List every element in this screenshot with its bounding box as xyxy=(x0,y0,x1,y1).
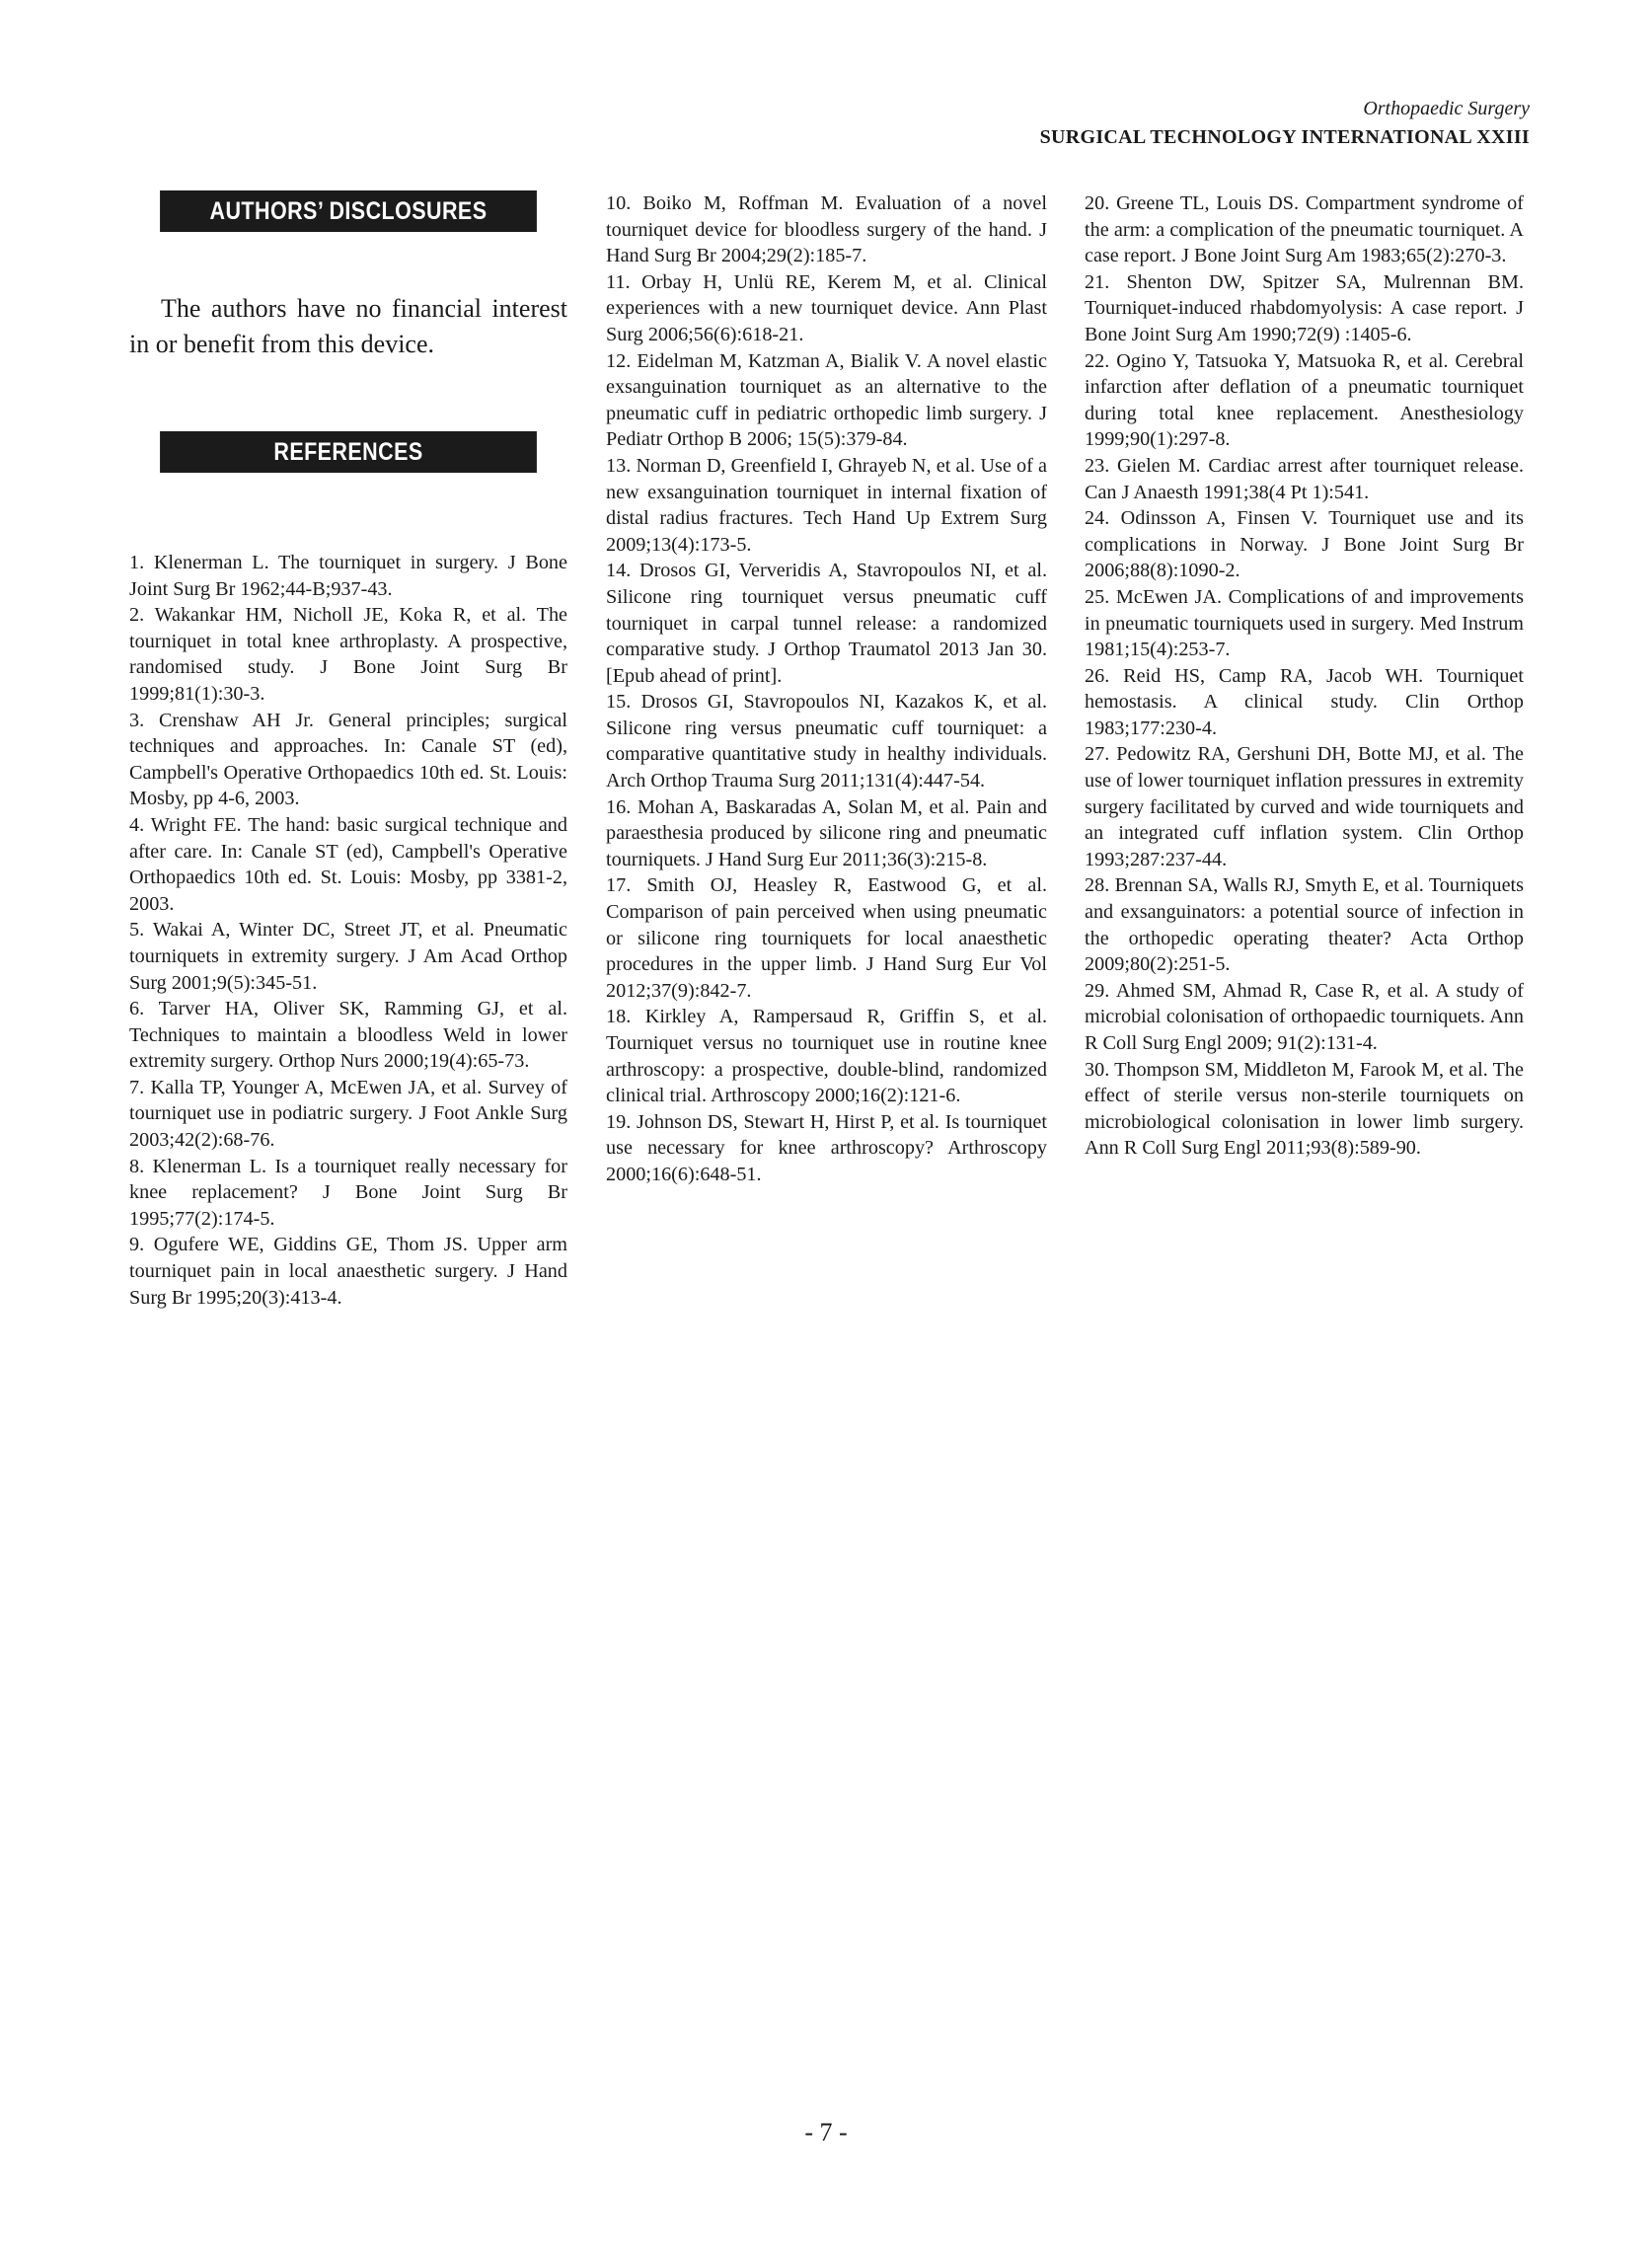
column-1 xyxy=(129,190,567,1311)
reference-item: 24. Odinsson A, Finsen V. Tourniquet use and its complications in Norway. J Bone Joint Surg Br 2006;88(8):1090-2. xyxy=(1085,507,1524,582)
reference-item: 4. Wright FE. The hand: basic surgical technique and after care. In: Canale ST (ed), Campbell's Operative Orthopaedics 10th ed. St. Louis: Mosby, pp 3381-2, 2003. xyxy=(129,813,567,915)
running-head-journal: SURGICAL TECHNOLOGY INTERNATIONAL XXIII xyxy=(1039,126,1530,148)
reference-item: 3. Crenshaw AH Jr. General principles; surgical techniques and approaches. In: Canale ST (ed), Campbell's Operative Orthopaedics 10th ed. St. Louis: Mosby, pp 4-6, 2003. xyxy=(129,709,567,810)
disclosures-text: The authors have no financial interest in or benefit from this device. xyxy=(129,294,567,358)
running-head-section: Orthopaedic Surgery xyxy=(1363,98,1530,119)
reference-list-column-3 xyxy=(1085,190,1524,1162)
reference-item: 28. Brennan SA, Walls RJ, Smyth E, et al. Tourniquets and exsanguinators: a potential source of infection in the orthopedic operating theater? Acta Orthop 2009;80(2):251-5. xyxy=(1085,874,1524,976)
disclosures-header xyxy=(129,190,567,232)
reference-item: 26. Reid HS, Camp RA, Jacob WH. Tourniquet hemostasis. A clinical study. Clin Orthop 1983;177:230-4. xyxy=(1085,664,1524,739)
reference-item: 17. Smith OJ, Heasley R, Eastwood G, et al. Comparison of pain perceived when using pneumatic or silicone ring tourniquets for local anaesthetic procedures in the upper limb. J Hand Surg Eur Vol 2012;37(9):842-7. xyxy=(606,874,1047,1002)
reference-item: 20. Greene TL, Louis DS. Compartment syndrome of the arm: a complication of the pneumatic tourniquet. A case report. J Bone Joint Surg Am 1983;65(2):270-3. xyxy=(1085,192,1524,267)
reference-item: 2. Wakankar HM, Nicholl JE, Koka R, et al. The tourniquet in total knee arthroplasty. A prospective, randomised study. J Bone Joint Surg Br 1999;81(1):30-3. xyxy=(129,604,567,705)
reference-item: 27. Pedowitz RA, Gershuni DH, Botte MJ, et al. The use of lower tourniquet inflation pressures in extremity surgery facilitated by curved and wide tourniquets and an integrated cuff inflation system. Clin Orthop 1993;287:237-44. xyxy=(1085,743,1524,870)
references-header xyxy=(129,431,567,473)
reference-item: 21. Shenton DW, Spitzer SA, Mulrennan BM. Tourniquet-induced rhabdomyolysis: A case report. J Bone Joint Surg Am 1990;72(9) :1405-6. xyxy=(1085,270,1524,345)
reference-item: 29. Ahmed SM, Ahmad R, Case R, et al. A study of microbial colonisation of orthopaedic tourniquets. Ann R Coll Surg Engl 2009; 91(2):131-4. xyxy=(1085,979,1524,1054)
column-2 xyxy=(606,190,1047,1188)
reference-item: 9. Ogufere WE, Giddins GE, Thom JS. Upper arm tourniquet pain in local anaesthetic surgery. J Hand Surg Br 1995;20(3):413-4. xyxy=(129,1234,567,1309)
running-head xyxy=(1040,95,1530,152)
reference-item: 8. Klenerman L. Is a tourniquet really necessary for knee replacement? J Bone Joint Surg Br 1995;77(2):174-5. xyxy=(129,1155,567,1230)
reference-item: 18. Kirkley A, Rampersaud R, Griffin S, et al. Tourniquet versus no tourniquet use in routine knee arthroscopy: a prospective, double-blind, randomized clinical trial. Arthroscopy 2000;16(2):121-6. xyxy=(606,1006,1047,1107)
reference-item: 22. Ogino Y, Tatsuoka Y, Matsuoka R, et al. Cerebral infarction after deflation of a pneumatic tourniquet during total knee replacement. Anesthesiology 1999;90(1):297-8. xyxy=(1085,349,1524,451)
references-heading: REFERENCES xyxy=(160,431,537,473)
reference-item: 11. Orbay H, Unlü RE, Kerem M, et al. Clinical experiences with a new tourniquet device. Ann Plast Surg 2006;56(6):618-21. xyxy=(606,270,1047,345)
reference-list-column-1 xyxy=(129,550,567,1311)
column-3 xyxy=(1085,190,1524,1162)
reference-list-column-2 xyxy=(606,190,1047,1188)
reference-item: 1. Klenerman L. The tourniquet in surgery. J Bone Joint Surg Br 1962;44-B;937-43. xyxy=(129,552,567,600)
reference-item: 19. Johnson DS, Stewart H, Hirst P, et al. Is tourniquet use necessary for knee arthroscopy? Arthroscopy 2000;16(6):648-51. xyxy=(606,1110,1047,1185)
reference-item: 23. Gielen M. Cardiac arrest after tourniquet release. Can J Anaesth 1991;38(4 Pt 1):541. xyxy=(1085,454,1524,503)
reference-item: 12. Eidelman M, Katzman A, Bialik V. A novel elastic exsanguination tourniquet as an alternative to the pneumatic cuff in pediatric orthopedic limb surgery. J Pediatr Orthop B 2006; 15(5):379-84. xyxy=(606,349,1047,451)
reference-item: 5. Wakai A, Winter DC, Street JT, et al. Pneumatic tourniquets in extremity surgery. J Am Acad Orthop Surg 2001;9(5):345-51. xyxy=(129,919,567,994)
reference-item: 13. Norman D, Greenfield I, Ghrayeb N, et al. Use of a new exsanguination tourniquet in internal fixation of distal radius fractures. Tech Hand Up Extrem Surg 2009;13(4):173-5. xyxy=(606,454,1047,556)
reference-item: 14. Drosos GI, Ververidis A, Stavropoulos NI, et al. Silicone ring tourniquet versus pneumatic cuff tourniquet in carpal tunnel release: a randomized comparative study. J Orthop Traumatol 2013 Jan 30. [Epub ahead of print]. xyxy=(606,560,1047,687)
page-number: - 7 - xyxy=(804,2118,848,2147)
reference-item: 25. McEwen JA. Complications of and improvements in pneumatic tourniquets used in surgery. Med Instrum 1981;15(4):253-7. xyxy=(1085,585,1524,661)
disclosures-heading: AUTHORS’ DISCLOSURES xyxy=(160,190,537,232)
reference-item: 6. Tarver HA, Oliver SK, Ramming GJ, et al. Techniques to maintain a bloodless Weld in lower extremity surgery. Orthop Nurs 2000;19(4):65-73. xyxy=(129,998,567,1073)
reference-item: 16. Mohan A, Baskaradas A, Solan M, et al. Pain and paraesthesia produced by silicone ring and pneumatic tourniquets. J Hand Surg Eur 2011;36(3):215-8. xyxy=(606,795,1047,870)
reference-item: 7. Kalla TP, Younger A, McEwen JA, et al. Survey of tourniquet use in podiatric surgery. J Foot Ankle Surg 2003;42(2):68-76. xyxy=(129,1076,567,1152)
reference-item: 15. Drosos GI, Stavropoulos NI, Kazakos K, et al. Silicone ring versus pneumatic cuff tourniquet: a comparative quantitative study in healthy individuals. Arch Orthop Trauma Surg 2011;131(4):447-54. xyxy=(606,691,1047,792)
reference-item: 30. Thompson SM, Middleton M, Farook M, et al. The effect of sterile versus non-sterile tourniquets on microbiological colonisation in lower limb surgery. Ann R Coll Surg Engl 2011;93(8):589-90. xyxy=(1085,1058,1524,1160)
reference-item: 10. Boiko M, Roffman M. Evaluation of a novel tourniquet device for bloodless surgery of the hand. J Hand Surg Br 2004;29(2):185-7. xyxy=(606,192,1047,267)
